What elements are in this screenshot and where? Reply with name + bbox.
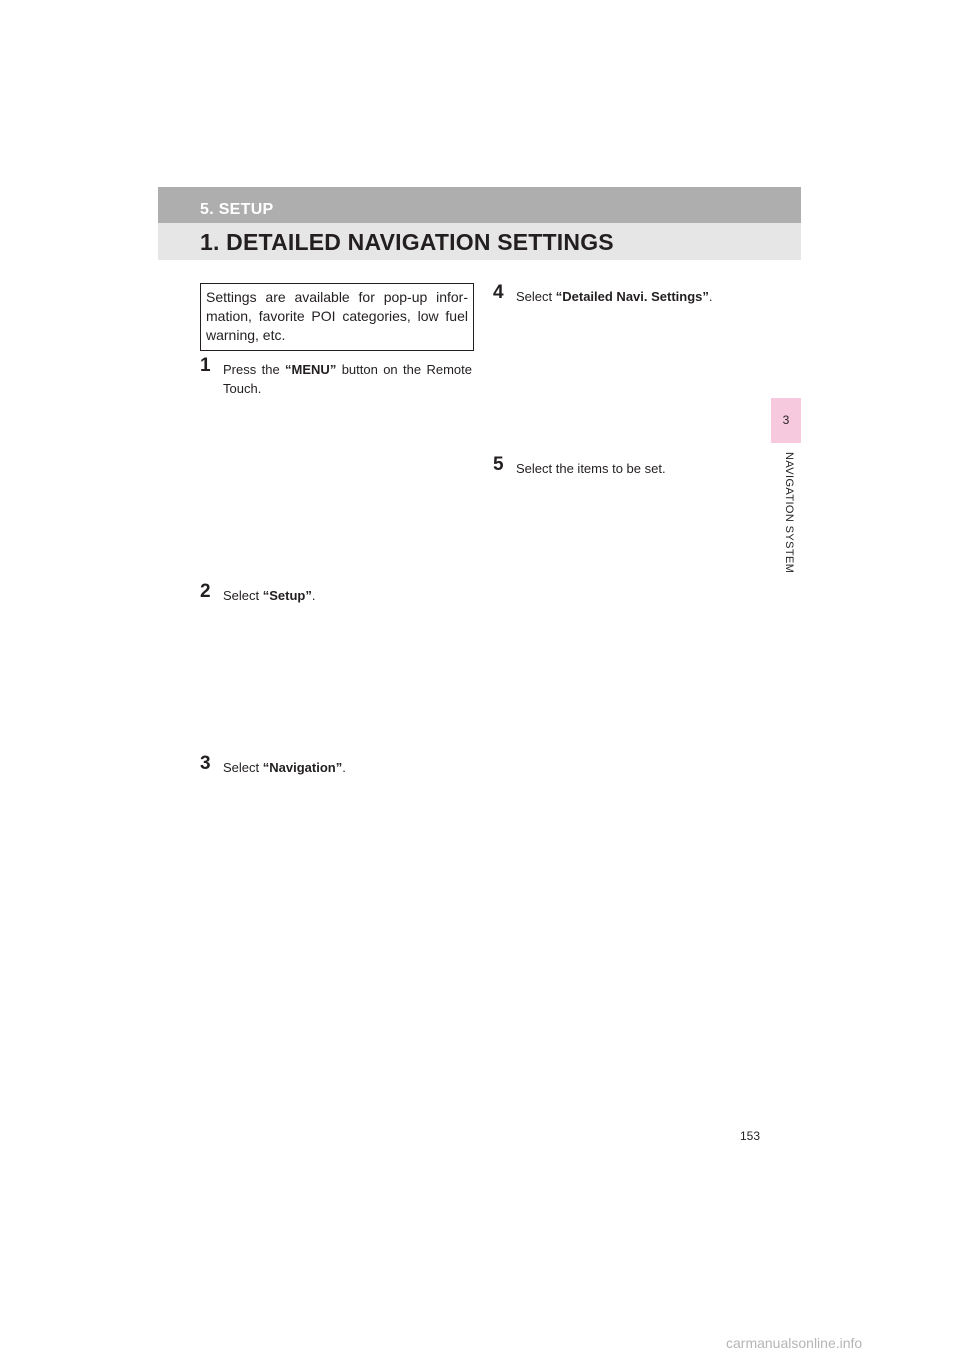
step-text: Select “Detailed Navi. Settings”. (516, 289, 713, 304)
step-number: 3 (200, 753, 211, 774)
step-keyword: “Detailed Navi. Settings” (555, 289, 709, 304)
step-number: 1 (200, 355, 211, 376)
step-text: Select “Setup”. (223, 588, 316, 603)
watermark: carmanualsonline.info (726, 1335, 863, 1351)
step-keyword: “Setup” (262, 588, 312, 603)
chapter-number: 3 (782, 413, 790, 427)
chapter-label: NAVIGATION SYSTEM (783, 452, 795, 574)
page-number: 153 (740, 1129, 761, 1143)
chapter-tab (771, 398, 801, 443)
section-header-bar (158, 187, 801, 223)
step-keyword: “Navigation” (262, 760, 343, 775)
page-title: 1. DETAILED NAVIGATION SETTINGS (200, 229, 614, 255)
section-label: 5. SETUP (200, 201, 274, 218)
step-number: 2 (200, 581, 211, 602)
step-1 (200, 355, 472, 398)
step-text: Select “Navigation”. (223, 760, 346, 775)
step-5 (493, 454, 783, 478)
step-4 (493, 282, 783, 306)
step-3 (200, 753, 472, 777)
step-2 (200, 581, 472, 605)
step-number: 4 (493, 282, 504, 303)
step-keyword: “MENU” (285, 362, 337, 377)
step-text: Select the items to be set. (516, 461, 666, 476)
info-box: Settings are available for pop-up infor-mation, favorite POI categories, low fuel warning, etc. (200, 283, 474, 351)
title-bar (158, 223, 801, 260)
step-number: 5 (493, 454, 504, 475)
step-text: Press the “MENU” button on the Remote Touch. (223, 362, 472, 396)
